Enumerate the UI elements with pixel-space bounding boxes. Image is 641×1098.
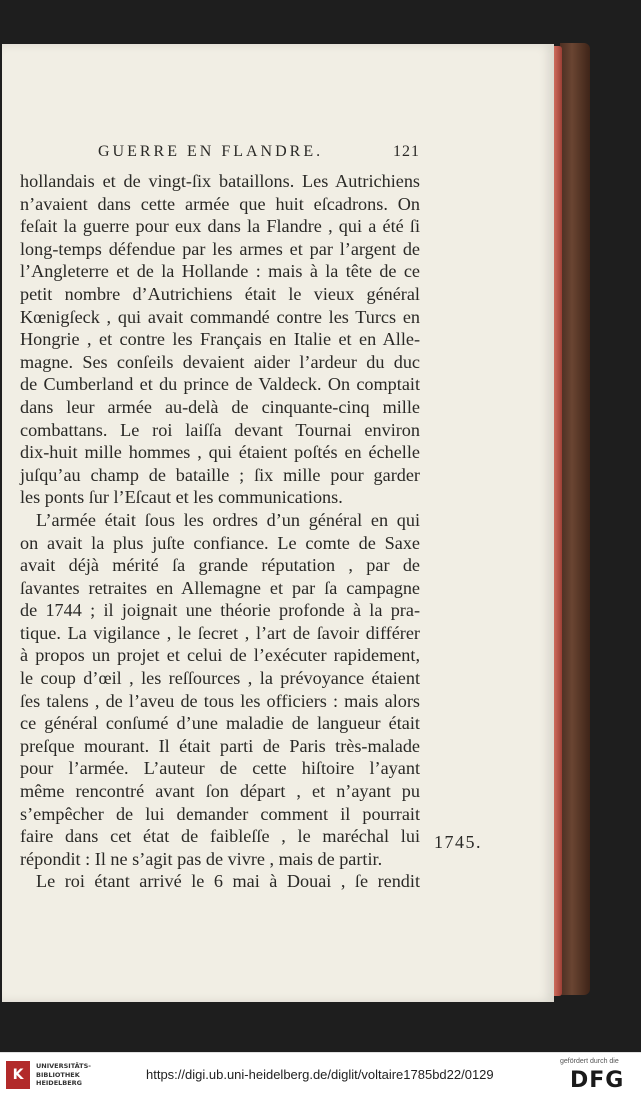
- text-line: Le roi étant arrivé le 6 mai à Douai , ſe rendit: [36, 871, 420, 892]
- margin-year-note: 1745.: [434, 832, 482, 852]
- text-line: dans leur armée au-delà de cinquante-cinq mille: [20, 396, 420, 417]
- text-line: le coup d’œil , les reſſources , la prévoyance étaient: [20, 668, 420, 689]
- text-line: Kœnigſeck , qui avait commandé contre les Turcs en: [20, 306, 420, 327]
- viewer-footer: [0, 1052, 641, 1098]
- university-library-name: [36, 1062, 106, 1088]
- text-line: pour l’armée. L’auteur de cette hiſtoire l’ayant: [20, 758, 420, 779]
- university-library-logo-icon[interactable]: K: [6, 1061, 30, 1089]
- text-line: l’Angleterre et de la Hollande : mais à la tête de ce: [20, 261, 420, 282]
- permalink-url[interactable]: https://digi.ub.uni-heidelberg.de/diglit/voltaire1785bd22/0129: [146, 1067, 494, 1082]
- text-line: même rencontré avant ſon départ , et n’ayant pu: [20, 781, 420, 802]
- text-line: n’avaient dans cette armée que huit eſcadrons. On: [20, 193, 420, 214]
- page-text-block: [20, 140, 420, 893]
- text-line: de 1744 ; il joignait une théorie profonde à la pra-: [20, 600, 420, 621]
- text-line: dix-huit mille hommes , qui étaient poſtés en échelle: [20, 442, 420, 463]
- funding-caption: gefördert durch die: [560, 1058, 619, 1065]
- library-name-line: HEIDELBERG: [36, 1079, 83, 1087]
- page-number: 121: [393, 143, 420, 160]
- text-line: preſque mourant. Il était parti de Paris très-malade: [20, 735, 420, 756]
- text-line: les ponts ſur l’Eſcaut et les communications.: [20, 487, 343, 508]
- text-line: faire dans cet état de faibleſſe , le maréchal lui: [20, 826, 420, 847]
- text-line: ſavantes retraites en Allemagne et par ſa campagne: [20, 577, 420, 598]
- text-line: combattans. Le roi laiſſa devant Tournai environ: [20, 419, 420, 440]
- running-head-title: GUERRE EN FLANDRE.: [98, 143, 324, 160]
- library-name-line: BIBLIOTHEK: [36, 1070, 80, 1079]
- text-line: on avait la plus juſte confiance. Le comte de Saxe: [20, 532, 420, 553]
- text-line: répondit : Il ne s’agit pas de vivre , mais de partir.: [20, 848, 383, 869]
- text-line: s’empêcher de lui demander comment il pourrait: [20, 803, 420, 824]
- text-line: de Cumberland et du prince de Valdeck. On comptait: [20, 374, 420, 395]
- running-head: [20, 140, 420, 170]
- book-binding: [560, 43, 590, 995]
- text-line: magne. Ses conſeils devaient aider l’ardeur du duc: [20, 351, 420, 372]
- text-line: juſqu’au champ de bataille ; ſix mille pour garder: [20, 464, 420, 485]
- dfg-logo[interactable]: DFG: [570, 1068, 625, 1093]
- text-line: Hongrie , et contre les Français en Italie et en Alle-: [20, 329, 420, 350]
- text-line: L’armée était ſous les ordres d’un général en qui: [36, 509, 420, 530]
- text-line: avait déjà mérité ſa grande réputation , par de: [20, 555, 420, 576]
- text-line: feſait la guerre pour eux dans la Flandre , qui a été ſi: [20, 216, 420, 237]
- library-name-line: UNIVERSITÄTS-: [36, 1062, 91, 1070]
- text-line: petit nombre d’Autrichiens était le vieux général: [20, 283, 420, 304]
- text-line: long-temps défendue par les armes et par l’argent de: [20, 238, 420, 259]
- text-line: ce général conſumé d’une maladie de langueur était: [20, 713, 420, 734]
- text-line: hollandais et de vingt-ſix bataillons. Les Autrichiens: [20, 171, 420, 191]
- text-line: tique. La vigilance , le ſecret , l’art de ſavoir différer: [20, 622, 420, 643]
- text-line: ſes talens , de l’aveu de tous les officiers : mais alors: [20, 690, 420, 711]
- text-line: à propos un projet et celui de l’exécuter rapidement,: [20, 645, 420, 666]
